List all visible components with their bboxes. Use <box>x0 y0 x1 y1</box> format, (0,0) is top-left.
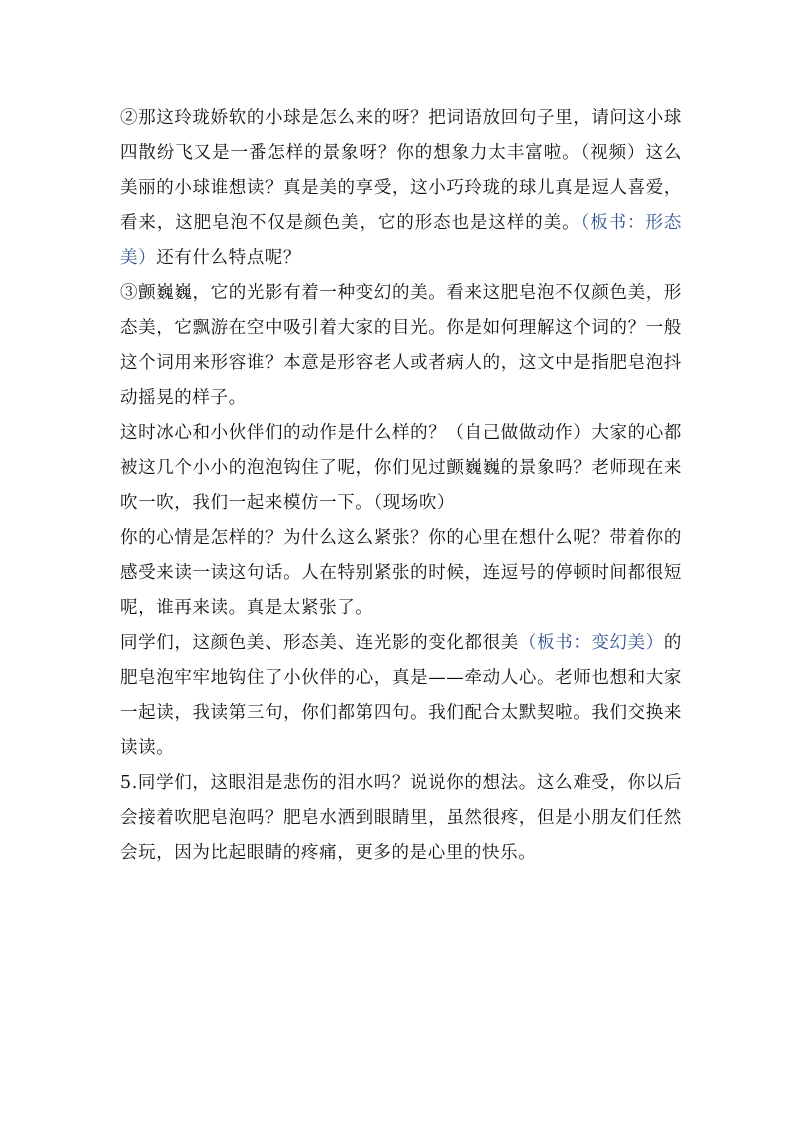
paragraph-3 <box>120 416 682 521</box>
paragraph-4 <box>120 521 682 626</box>
paragraph-text: 的肥皂泡牢牢地钩住了小伙伴的心，真是——牵动人心。老师也想和大家一起读，我读第三句，你们都第四句。我们配合太默契啦。我们交换来读读。 <box>120 633 682 758</box>
paragraph-text: 你的心情是怎样的？为什么这么紧张？你的心里在想什么呢？带着你的感受来读一读这句话。人在特别紧张的时候，连逗号的停顿时间都很短呢，谁再来读。真是太紧张了。 <box>120 528 682 618</box>
paragraph-text: 还有什么特点呢？ <box>156 248 302 268</box>
paragraph-text: ②那这玲珑娇软的小球是怎么来的呀？把词语放回句子里，请问这小球四散纷飞又是一番怎样的景象呀？你的想象力太丰富啦。（视频）这么美丽的小球谁想读？真是美的享受，这小巧玲珑的球儿真是逗人喜爱，看来，这肥皂泡不仅是颜色美，它的形态也是这样的美。 <box>120 108 682 233</box>
paragraph-2 <box>120 276 682 416</box>
paragraph-5 <box>120 626 682 766</box>
paragraph-text: ③颤巍巍，它的光影有着一种变幻的美。看来这肥皂泡不仅颜色美，形态美，它飘游在空中吸引着大家的目光。你是如何理解这个词的？一般这个词用来形容谁？本意是形容老人或者病人的，这文中是指肥皂泡抖动摇晃的样子。 <box>120 283 682 408</box>
paragraph-text: 5.同学们，这眼泪是悲伤的泪水吗？说说你的想法。这么难受，你以后会接着吹肥皂泡吗？肥皂水洒到眼睛里，虽然很疼，但是小朋友们任然会玩，因为比起眼睛的疼痛，更多的是心里的快乐。 <box>120 773 682 863</box>
paragraph-6 <box>120 766 682 871</box>
paragraph-text: 这时冰心和小伙伴们的动作是什么样的？（自己做做动作）大家的心都被这几个小小的泡泡钩住了呢，你们见过颤巍巍的景象吗？老师现在来吹一吹，我们一起来模仿一下。（现场吹） <box>120 423 682 513</box>
board-note-changing-beauty: （板书：变幻美） <box>518 633 664 653</box>
paragraph-text: 同学们，这颜色美、形态美、连光影的变化都很美 <box>120 633 519 653</box>
paragraph-1 <box>120 101 682 276</box>
board-note-form-beauty: （板书：形态美） <box>120 213 683 268</box>
